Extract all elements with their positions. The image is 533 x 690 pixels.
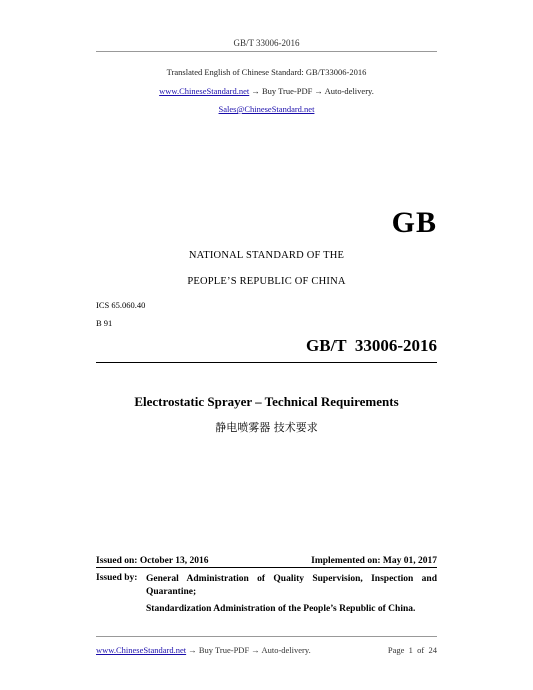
of-label: of	[417, 645, 425, 655]
footer-divider	[96, 636, 437, 637]
footer-buy-line	[96, 645, 311, 655]
ics-code: ICS 65.060.40	[96, 300, 146, 310]
ccs-code: B 91	[96, 318, 113, 328]
running-header-code: GB/T 33006-2016	[233, 38, 300, 48]
implemented-on-date: Implemented on: May 01, 2017	[311, 556, 437, 566]
issued-by-authority-2: Standardization Administration of the People’s Republic of China.	[146, 604, 416, 614]
title-english: Electrostatic Sprayer – Technical Requirements	[134, 394, 399, 409]
national-standard-line1: NATIONAL STANDARD OF THE	[188, 250, 345, 261]
title-chinese: 静电喷雾器 技术要求	[215, 421, 318, 434]
site-link[interactable]: www.ChineseStandard.net	[159, 86, 250, 96]
email-line	[0, 104, 533, 114]
header-divider	[96, 51, 437, 52]
translation-notice: Translated English of Chinese Standard: GB/T33006-2016	[166, 67, 367, 77]
standard-number: GB/T 33006-2016	[306, 336, 437, 355]
footer-site-link[interactable]: www.ChineseStandard.net	[96, 645, 187, 655]
issued-by-label: Issued by:	[96, 573, 138, 583]
issued-on-date: Issued on: October 13, 2016	[96, 556, 209, 566]
email-link[interactable]: Sales@ChineseStandard.net	[218, 104, 315, 114]
buy-line	[0, 86, 533, 96]
gb-logo: GB	[391, 206, 437, 239]
national-standard-line2: PEOPLE’S REPUBLIC OF CHINA	[187, 276, 346, 287]
page-total: 24	[428, 645, 437, 655]
page-label: Page	[387, 645, 405, 655]
buy-text: → Buy True-PDF → Auto-delivery.	[249, 86, 374, 96]
page-number: 1	[408, 645, 413, 655]
date-divider	[96, 567, 437, 568]
footer-buy-text: → Buy True-PDF → Auto-delivery.	[186, 645, 311, 655]
issued-by-authority-1: General Administration of Quality Supervision, Inspection and Quarantine;	[146, 574, 437, 597]
page-indicator	[388, 645, 437, 655]
main-divider	[96, 362, 437, 363]
